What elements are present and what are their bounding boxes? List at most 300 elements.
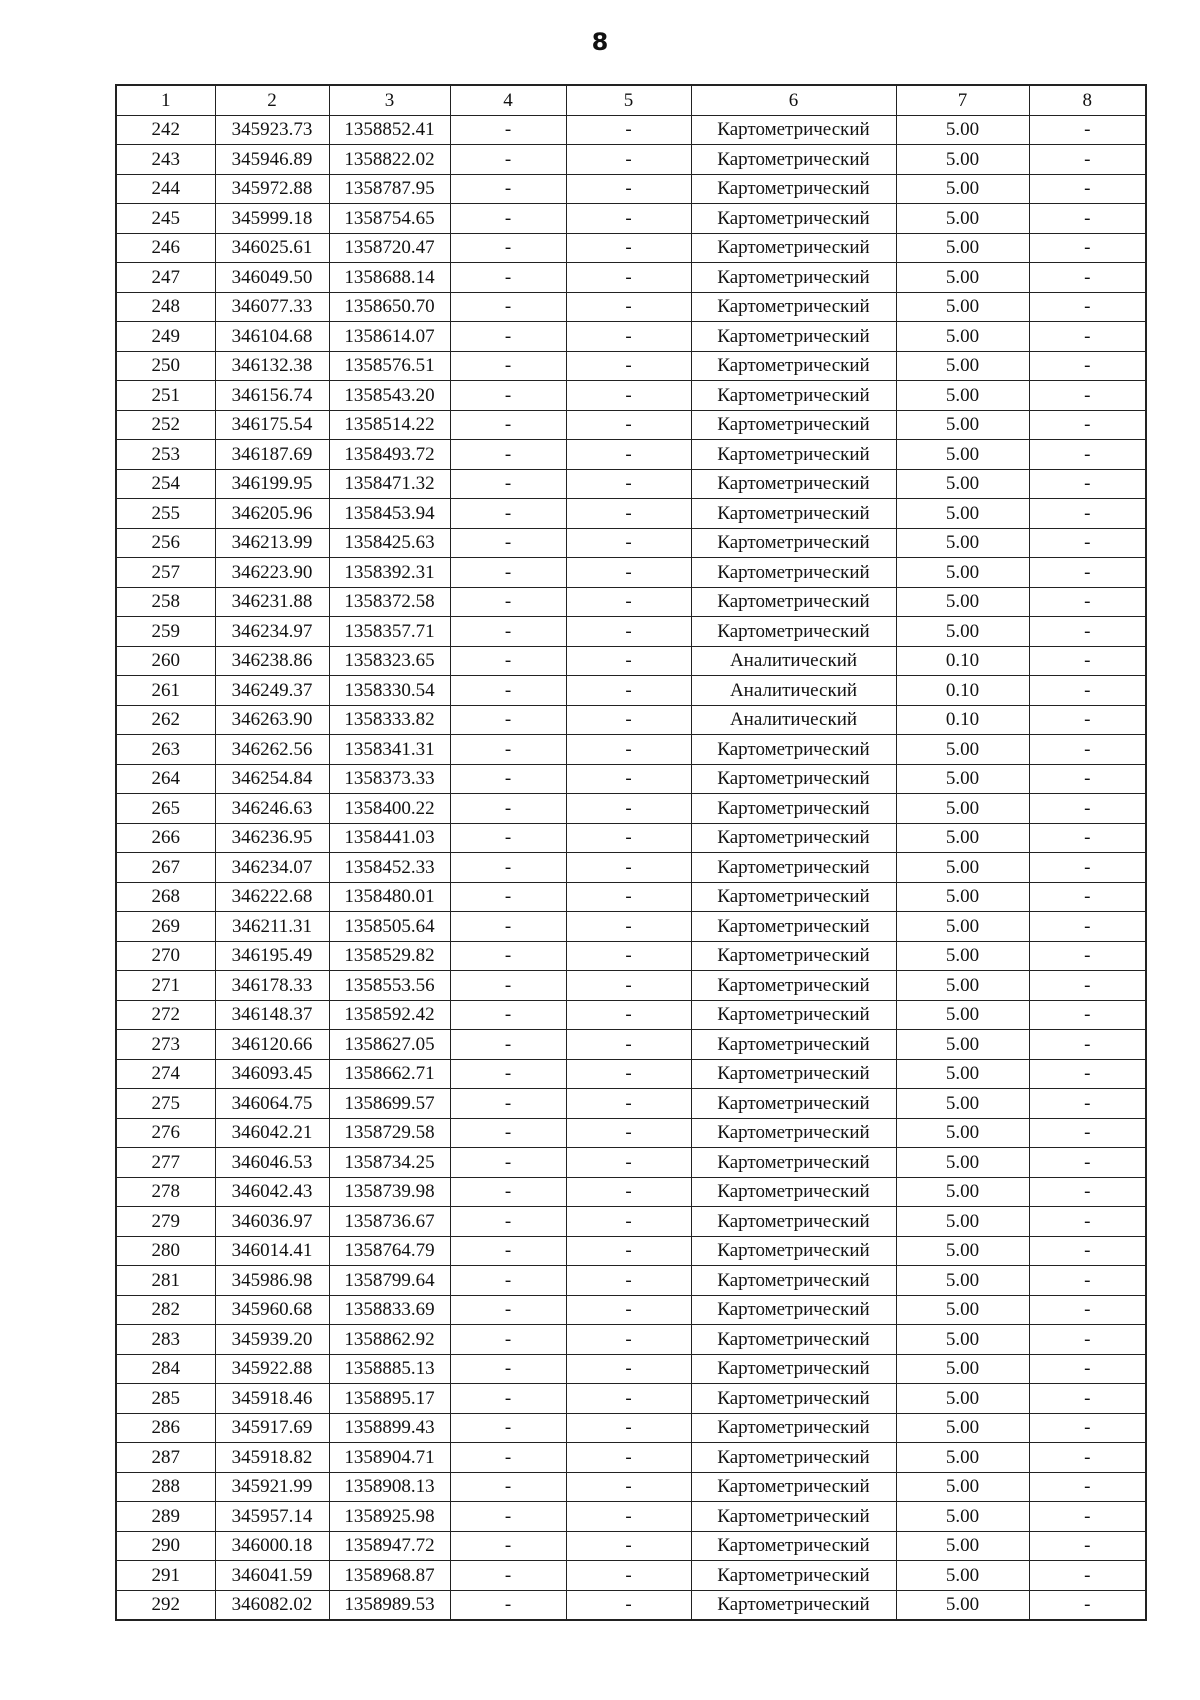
column-5-cell: - (566, 174, 691, 204)
method-cell: Картометрический (691, 1413, 896, 1443)
accuracy-cell: 5.00 (896, 1502, 1029, 1532)
table-row (116, 145, 1146, 175)
accuracy-cell: 5.00 (896, 1000, 1029, 1030)
column-header: 2 (215, 85, 329, 115)
column-4-cell: - (450, 1059, 566, 1089)
x-coordinate-cell: 345986.98 (215, 1266, 329, 1296)
column-4-cell: - (450, 1384, 566, 1414)
point-number-cell: 286 (116, 1413, 215, 1443)
y-coordinate-cell: 1358373.33 (329, 764, 450, 794)
point-number-cell: 288 (116, 1472, 215, 1502)
x-coordinate-cell: 345917.69 (215, 1413, 329, 1443)
point-number-cell: 245 (116, 204, 215, 234)
table-row (116, 1384, 1146, 1414)
column-4-cell: - (450, 322, 566, 352)
accuracy-cell: 5.00 (896, 1059, 1029, 1089)
column-8-cell: - (1029, 1089, 1146, 1119)
column-4-cell: - (450, 912, 566, 942)
x-coordinate-cell: 346014.41 (215, 1236, 329, 1266)
column-5-cell: - (566, 263, 691, 293)
table-body (116, 115, 1146, 1620)
point-number-cell: 285 (116, 1384, 215, 1414)
y-coordinate-cell: 1358862.92 (329, 1325, 450, 1355)
x-coordinate-cell: 346093.45 (215, 1059, 329, 1089)
x-coordinate-cell: 346000.18 (215, 1531, 329, 1561)
accuracy-cell: 5.00 (896, 174, 1029, 204)
method-cell: Картометрический (691, 499, 896, 529)
y-coordinate-cell: 1358341.31 (329, 735, 450, 765)
column-5-cell: - (566, 1118, 691, 1148)
column-8-cell: - (1029, 174, 1146, 204)
point-number-cell: 256 (116, 528, 215, 558)
y-coordinate-cell: 1358885.13 (329, 1354, 450, 1384)
accuracy-cell: 5.00 (896, 499, 1029, 529)
y-coordinate-cell: 1358452.33 (329, 853, 450, 883)
column-4-cell: - (450, 735, 566, 765)
column-8-cell: - (1029, 617, 1146, 647)
x-coordinate-cell: 346213.99 (215, 528, 329, 558)
x-coordinate-cell: 346148.37 (215, 1000, 329, 1030)
accuracy-cell: 5.00 (896, 764, 1029, 794)
column-5-cell: - (566, 646, 691, 676)
x-coordinate-cell: 346249.37 (215, 676, 329, 706)
accuracy-cell: 0.10 (896, 646, 1029, 676)
method-cell: Картометрический (691, 735, 896, 765)
column-5-cell: - (566, 1059, 691, 1089)
table-row (116, 1443, 1146, 1473)
table-row (116, 1000, 1146, 1030)
y-coordinate-cell: 1358754.65 (329, 204, 450, 234)
method-cell: Картометрический (691, 1266, 896, 1296)
method-cell: Картометрический (691, 587, 896, 617)
column-header: 8 (1029, 85, 1146, 115)
y-coordinate-cell: 1358471.32 (329, 469, 450, 499)
method-cell: Картометрический (691, 1030, 896, 1060)
x-coordinate-cell: 346041.59 (215, 1561, 329, 1591)
y-coordinate-cell: 1358989.53 (329, 1590, 450, 1620)
x-coordinate-cell: 346042.43 (215, 1177, 329, 1207)
y-coordinate-cell: 1358736.67 (329, 1207, 450, 1237)
column-4-cell: - (450, 646, 566, 676)
column-5-cell: - (566, 1472, 691, 1502)
y-coordinate-cell: 1358925.98 (329, 1502, 450, 1532)
column-5-cell: - (566, 587, 691, 617)
column-5-cell: - (566, 1236, 691, 1266)
y-coordinate-cell: 1358505.64 (329, 912, 450, 942)
column-5-cell: - (566, 735, 691, 765)
table-row (116, 1207, 1146, 1237)
table-row (116, 1266, 1146, 1296)
accuracy-cell: 5.00 (896, 1295, 1029, 1325)
x-coordinate-cell: 346205.96 (215, 499, 329, 529)
method-cell: Картометрический (691, 115, 896, 145)
point-number-cell: 280 (116, 1236, 215, 1266)
accuracy-cell: 5.00 (896, 1590, 1029, 1620)
accuracy-cell: 5.00 (896, 735, 1029, 765)
point-number-cell: 263 (116, 735, 215, 765)
table-row (116, 971, 1146, 1001)
table-row (116, 381, 1146, 411)
y-coordinate-cell: 1358493.72 (329, 440, 450, 470)
point-number-cell: 254 (116, 469, 215, 499)
point-number-cell: 247 (116, 263, 215, 293)
accuracy-cell: 0.10 (896, 676, 1029, 706)
column-5-cell: - (566, 381, 691, 411)
table-row (116, 1561, 1146, 1591)
table-row (116, 469, 1146, 499)
method-cell: Картометрический (691, 263, 896, 293)
x-coordinate-cell: 346064.75 (215, 1089, 329, 1119)
x-coordinate-cell: 345922.88 (215, 1354, 329, 1384)
y-coordinate-cell: 1358852.41 (329, 115, 450, 145)
point-number-cell: 282 (116, 1295, 215, 1325)
column-8-cell: - (1029, 233, 1146, 263)
column-8-cell: - (1029, 292, 1146, 322)
y-coordinate-cell: 1358529.82 (329, 941, 450, 971)
column-5-cell: - (566, 1354, 691, 1384)
point-number-cell: 257 (116, 558, 215, 588)
x-coordinate-cell: 346187.69 (215, 440, 329, 470)
column-5-cell: - (566, 823, 691, 853)
accuracy-cell: 5.00 (896, 263, 1029, 293)
column-5-cell: - (566, 558, 691, 588)
column-8-cell: - (1029, 1030, 1146, 1060)
x-coordinate-cell: 346082.02 (215, 1590, 329, 1620)
point-number-cell: 277 (116, 1148, 215, 1178)
column-5-cell: - (566, 410, 691, 440)
column-5-cell: - (566, 1413, 691, 1443)
table-row (116, 1325, 1146, 1355)
column-4-cell: - (450, 1000, 566, 1030)
column-4-cell: - (450, 823, 566, 853)
x-coordinate-cell: 345999.18 (215, 204, 329, 234)
table-row (116, 823, 1146, 853)
column-header: 5 (566, 85, 691, 115)
column-4-cell: - (450, 853, 566, 883)
y-coordinate-cell: 1358787.95 (329, 174, 450, 204)
y-coordinate-cell: 1358764.79 (329, 1236, 450, 1266)
header-row (116, 85, 1146, 115)
column-4-cell: - (450, 1295, 566, 1325)
column-8-cell: - (1029, 1207, 1146, 1237)
y-coordinate-cell: 1358908.13 (329, 1472, 450, 1502)
column-4-cell: - (450, 1561, 566, 1591)
column-8-cell: - (1029, 1502, 1146, 1532)
accuracy-cell: 5.00 (896, 1325, 1029, 1355)
x-coordinate-cell: 346132.38 (215, 351, 329, 381)
accuracy-cell: 5.00 (896, 1118, 1029, 1148)
table-row (116, 941, 1146, 971)
column-4-cell: - (450, 617, 566, 647)
column-4-cell: - (450, 204, 566, 234)
point-number-cell: 250 (116, 351, 215, 381)
y-coordinate-cell: 1358968.87 (329, 1561, 450, 1591)
accuracy-cell: 5.00 (896, 1531, 1029, 1561)
column-8-cell: - (1029, 1472, 1146, 1502)
column-8-cell: - (1029, 1413, 1146, 1443)
y-coordinate-cell: 1358662.71 (329, 1059, 450, 1089)
table-row (116, 1236, 1146, 1266)
table-row (116, 1413, 1146, 1443)
column-4-cell: - (450, 145, 566, 175)
point-number-cell: 273 (116, 1030, 215, 1060)
column-4-cell: - (450, 1236, 566, 1266)
point-number-cell: 271 (116, 971, 215, 1001)
point-number-cell: 281 (116, 1266, 215, 1296)
y-coordinate-cell: 1358650.70 (329, 292, 450, 322)
method-cell: Картометрический (691, 1561, 896, 1591)
table-row (116, 882, 1146, 912)
y-coordinate-cell: 1358739.98 (329, 1177, 450, 1207)
table-row (116, 646, 1146, 676)
coordinates-table (115, 84, 1147, 1621)
accuracy-cell: 5.00 (896, 528, 1029, 558)
table-row (116, 853, 1146, 883)
method-cell: Картометрический (691, 381, 896, 411)
table-row (116, 1030, 1146, 1060)
x-coordinate-cell: 346223.90 (215, 558, 329, 588)
column-4-cell: - (450, 1177, 566, 1207)
column-8-cell: - (1029, 823, 1146, 853)
column-8-cell: - (1029, 558, 1146, 588)
column-5-cell: - (566, 145, 691, 175)
method-cell: Картометрический (691, 1089, 896, 1119)
column-4-cell: - (450, 1472, 566, 1502)
method-cell: Картометрический (691, 1502, 896, 1532)
column-8-cell: - (1029, 410, 1146, 440)
point-number-cell: 251 (116, 381, 215, 411)
x-coordinate-cell: 346199.95 (215, 469, 329, 499)
table-row (116, 499, 1146, 529)
method-cell: Картометрический (691, 1354, 896, 1384)
method-cell: Картометрический (691, 1118, 896, 1148)
point-number-cell: 244 (116, 174, 215, 204)
column-8-cell: - (1029, 469, 1146, 499)
table-row (116, 1590, 1146, 1620)
accuracy-cell: 5.00 (896, 145, 1029, 175)
point-number-cell: 292 (116, 1590, 215, 1620)
column-4-cell: - (450, 1531, 566, 1561)
method-cell: Картометрический (691, 1236, 896, 1266)
method-cell: Картометрический (691, 617, 896, 647)
y-coordinate-cell: 1358614.07 (329, 322, 450, 352)
column-8-cell: - (1029, 587, 1146, 617)
y-coordinate-cell: 1358833.69 (329, 1295, 450, 1325)
x-coordinate-cell: 346222.68 (215, 882, 329, 912)
method-cell: Картометрический (691, 764, 896, 794)
table-header (116, 85, 1146, 115)
x-coordinate-cell: 346025.61 (215, 233, 329, 263)
column-8-cell: - (1029, 115, 1146, 145)
column-8-cell: - (1029, 735, 1146, 765)
y-coordinate-cell: 1358947.72 (329, 1531, 450, 1561)
y-coordinate-cell: 1358553.56 (329, 971, 450, 1001)
x-coordinate-cell: 346120.66 (215, 1030, 329, 1060)
accuracy-cell: 5.00 (896, 469, 1029, 499)
x-coordinate-cell: 345939.20 (215, 1325, 329, 1355)
column-4-cell: - (450, 1266, 566, 1296)
column-5-cell: - (566, 764, 691, 794)
column-4-cell: - (450, 941, 566, 971)
accuracy-cell: 5.00 (896, 1561, 1029, 1591)
accuracy-cell: 5.00 (896, 1089, 1029, 1119)
table-row (116, 1118, 1146, 1148)
column-5-cell: - (566, 853, 691, 883)
method-cell: Картометрический (691, 351, 896, 381)
column-4-cell: - (450, 410, 566, 440)
x-coordinate-cell: 345923.73 (215, 115, 329, 145)
column-5-cell: - (566, 499, 691, 529)
column-8-cell: - (1029, 440, 1146, 470)
column-8-cell: - (1029, 1354, 1146, 1384)
accuracy-cell: 5.00 (896, 1413, 1029, 1443)
column-5-cell: - (566, 1266, 691, 1296)
column-4-cell: - (450, 705, 566, 735)
method-cell: Картометрический (691, 410, 896, 440)
column-4-cell: - (450, 499, 566, 529)
column-5-cell: - (566, 351, 691, 381)
table-row (116, 1502, 1146, 1532)
column-8-cell: - (1029, 1590, 1146, 1620)
table-row (116, 912, 1146, 942)
x-coordinate-cell: 345918.82 (215, 1443, 329, 1473)
accuracy-cell: 5.00 (896, 1472, 1029, 1502)
accuracy-cell: 5.00 (896, 587, 1029, 617)
column-header: 1 (116, 85, 215, 115)
y-coordinate-cell: 1358372.58 (329, 587, 450, 617)
point-number-cell: 276 (116, 1118, 215, 1148)
method-cell: Картометрический (691, 1177, 896, 1207)
accuracy-cell: 5.00 (896, 381, 1029, 411)
accuracy-cell: 5.00 (896, 292, 1029, 322)
method-cell: Картометрический (691, 912, 896, 942)
table-row (116, 1295, 1146, 1325)
point-number-cell: 249 (116, 322, 215, 352)
accuracy-cell: 5.00 (896, 440, 1029, 470)
column-5-cell: - (566, 1177, 691, 1207)
column-8-cell: - (1029, 853, 1146, 883)
column-8-cell: - (1029, 1118, 1146, 1148)
x-coordinate-cell: 346211.31 (215, 912, 329, 942)
x-coordinate-cell: 345960.68 (215, 1295, 329, 1325)
column-5-cell: - (566, 912, 691, 942)
point-number-cell: 265 (116, 794, 215, 824)
accuracy-cell: 5.00 (896, 617, 1029, 647)
method-cell: Картометрический (691, 882, 896, 912)
table-row (116, 410, 1146, 440)
y-coordinate-cell: 1358330.54 (329, 676, 450, 706)
column-4-cell: - (450, 174, 566, 204)
table-row (116, 558, 1146, 588)
column-5-cell: - (566, 115, 691, 145)
method-cell: Картометрический (691, 174, 896, 204)
y-coordinate-cell: 1358734.25 (329, 1148, 450, 1178)
method-cell: Картометрический (691, 1295, 896, 1325)
column-header: 7 (896, 85, 1029, 115)
x-coordinate-cell: 346046.53 (215, 1148, 329, 1178)
accuracy-cell: 5.00 (896, 322, 1029, 352)
method-cell: Картометрический (691, 1531, 896, 1561)
y-coordinate-cell: 1358799.64 (329, 1266, 450, 1296)
table-row (116, 705, 1146, 735)
column-4-cell: - (450, 676, 566, 706)
column-8-cell: - (1029, 1059, 1146, 1089)
accuracy-cell: 5.00 (896, 1030, 1029, 1060)
point-number-cell: 283 (116, 1325, 215, 1355)
y-coordinate-cell: 1358453.94 (329, 499, 450, 529)
column-4-cell: - (450, 292, 566, 322)
column-5-cell: - (566, 1148, 691, 1178)
column-5-cell: - (566, 676, 691, 706)
point-number-cell: 287 (116, 1443, 215, 1473)
column-8-cell: - (1029, 1295, 1146, 1325)
point-number-cell: 275 (116, 1089, 215, 1119)
point-number-cell: 272 (116, 1000, 215, 1030)
table-row (116, 1059, 1146, 1089)
accuracy-cell: 5.00 (896, 115, 1029, 145)
column-8-cell: - (1029, 1561, 1146, 1591)
method-cell: Аналитический (691, 646, 896, 676)
point-number-cell: 252 (116, 410, 215, 440)
column-8-cell: - (1029, 882, 1146, 912)
method-cell: Картометрический (691, 1590, 896, 1620)
table-row (116, 292, 1146, 322)
accuracy-cell: 5.00 (896, 1177, 1029, 1207)
method-cell: Картометрический (691, 853, 896, 883)
point-number-cell: 264 (116, 764, 215, 794)
x-coordinate-cell: 345972.88 (215, 174, 329, 204)
table-row (116, 764, 1146, 794)
method-cell: Картометрический (691, 145, 896, 175)
column-4-cell: - (450, 1118, 566, 1148)
column-4-cell: - (450, 587, 566, 617)
point-number-cell: 274 (116, 1059, 215, 1089)
column-5-cell: - (566, 440, 691, 470)
method-cell: Картометрический (691, 558, 896, 588)
point-number-cell: 269 (116, 912, 215, 942)
table-row (116, 115, 1146, 145)
column-4-cell: - (450, 882, 566, 912)
column-5-cell: - (566, 1502, 691, 1532)
table-row (116, 322, 1146, 352)
column-4-cell: - (450, 263, 566, 293)
y-coordinate-cell: 1358627.05 (329, 1030, 450, 1060)
table-row (116, 440, 1146, 470)
y-coordinate-cell: 1358720.47 (329, 233, 450, 263)
y-coordinate-cell: 1358895.17 (329, 1384, 450, 1414)
column-8-cell: - (1029, 381, 1146, 411)
x-coordinate-cell: 346234.07 (215, 853, 329, 883)
column-8-cell: - (1029, 676, 1146, 706)
table-row (116, 174, 1146, 204)
column-5-cell: - (566, 1295, 691, 1325)
point-number-cell: 260 (116, 646, 215, 676)
column-4-cell: - (450, 1443, 566, 1473)
x-coordinate-cell: 346156.74 (215, 381, 329, 411)
x-coordinate-cell: 346077.33 (215, 292, 329, 322)
table-row (116, 263, 1146, 293)
column-5-cell: - (566, 617, 691, 647)
y-coordinate-cell: 1358904.71 (329, 1443, 450, 1473)
accuracy-cell: 5.00 (896, 204, 1029, 234)
y-coordinate-cell: 1358514.22 (329, 410, 450, 440)
x-coordinate-cell: 346036.97 (215, 1207, 329, 1237)
y-coordinate-cell: 1358323.65 (329, 646, 450, 676)
method-cell: Картометрический (691, 292, 896, 322)
column-8-cell: - (1029, 1000, 1146, 1030)
table-row (116, 204, 1146, 234)
table-row (116, 1531, 1146, 1561)
